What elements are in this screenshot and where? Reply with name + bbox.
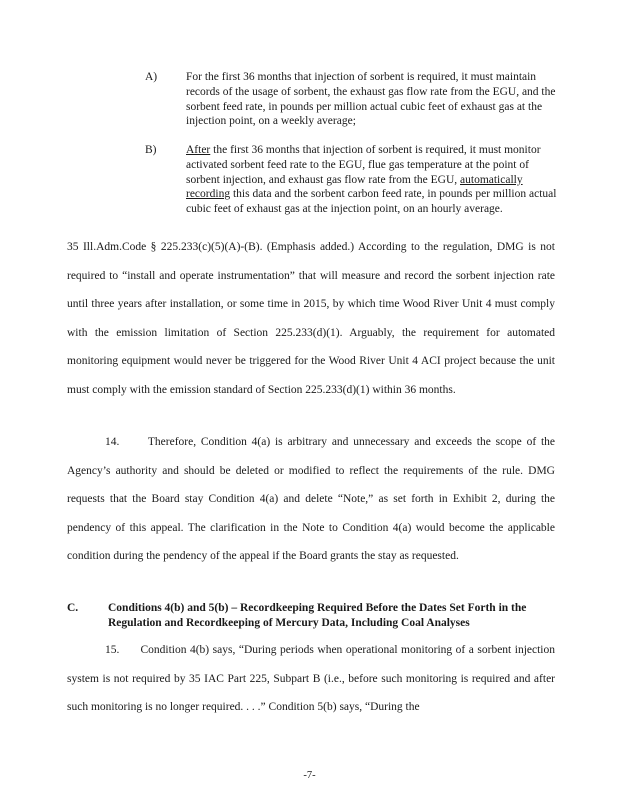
list-text-b-part1: the first 36 months that injection of sorbent is required, it must monitor activated sorbent feed rate to the EGU, flue gas temperature at the point of sorbent injection, and exhaust gas flow rate from the EGU, <box>186 144 541 186</box>
list-marker-a: A) <box>145 71 158 83</box>
paragraph-14: 14. Therefore, Condition 4(a) is arbitrary and unnecessary and exceeds the scope of the Agency’s authority and should be deleted or modified to reflect the requirements of the rule. DMG requests that the Board stay Condition 4(a) and delete “Note,” as set forth in Exhibit 2, during the pendency of this appeal. The clarification in the Note to Condition 4(a) would become the applicable condition during the pendency of the appeal if the Board grants the stay as requested. <box>67 436 558 563</box>
list-marker-b: B) <box>145 144 157 156</box>
list-text-b <box>186 143 565 217</box>
section-heading-c <box>67 601 555 631</box>
list-item-b <box>145 143 565 217</box>
paragraph-citation: 35 Ill.Adm.Code § 225.233(c)(5)(A)-(B). (Emphasis added.) According to the regulation, DMG is not required to “install and operate instrumentation” that will measure and record the sorbent injection rate until three years after installation, or some time in 2015, by which time Wood River Unit 4 must comply with the emission limitation of Section 225.233(d)(1). Arguably, the requirement for automated monitoring equipment would never be triggered for the Wood River Unit 4 ACI project because the unit must comply with the emission standard of Section 225.233(d)(1) within 36 months. <box>67 241 555 396</box>
section-heading-letter: C. <box>67 602 79 614</box>
paragraph-15: 15. Condition 4(b) says, “During periods when operational monitoring of a sorbent injection system is not required by 35 IAC Part 225, Subpart B (i.e., before such monitoring is required and after such monitoring is no longer required. . . .” Condition 5(b) says, “During the <box>67 644 558 714</box>
list-item-a <box>145 70 565 129</box>
list-text-b-part2: this data and the sorbent carbon feed rate, in pounds per million actual cubic feet of exhaust gas at the injection point, on an hourly average. <box>186 188 557 216</box>
list-text-a: For the first 36 months that injection of sorbent is required, it must maintain records of the usage of sorbent, the exhaust gas flow rate from the EGU, and the sorbent feed rate, in pounds per million actual cubic feet of exhaust gas at the injection point, on a weekly average; <box>186 71 556 128</box>
page-number: -7- <box>303 770 316 781</box>
emphasis-after: After <box>186 144 211 156</box>
section-heading-text: Conditions 4(b) and 5(b) – Recordkeeping Required Before the Dates Set Forth in the Regulation and Recordkeeping of Mercury Data, Including Coal Analyses <box>108 602 527 629</box>
emphasis-automatically-recording: automatically recording <box>186 173 523 201</box>
